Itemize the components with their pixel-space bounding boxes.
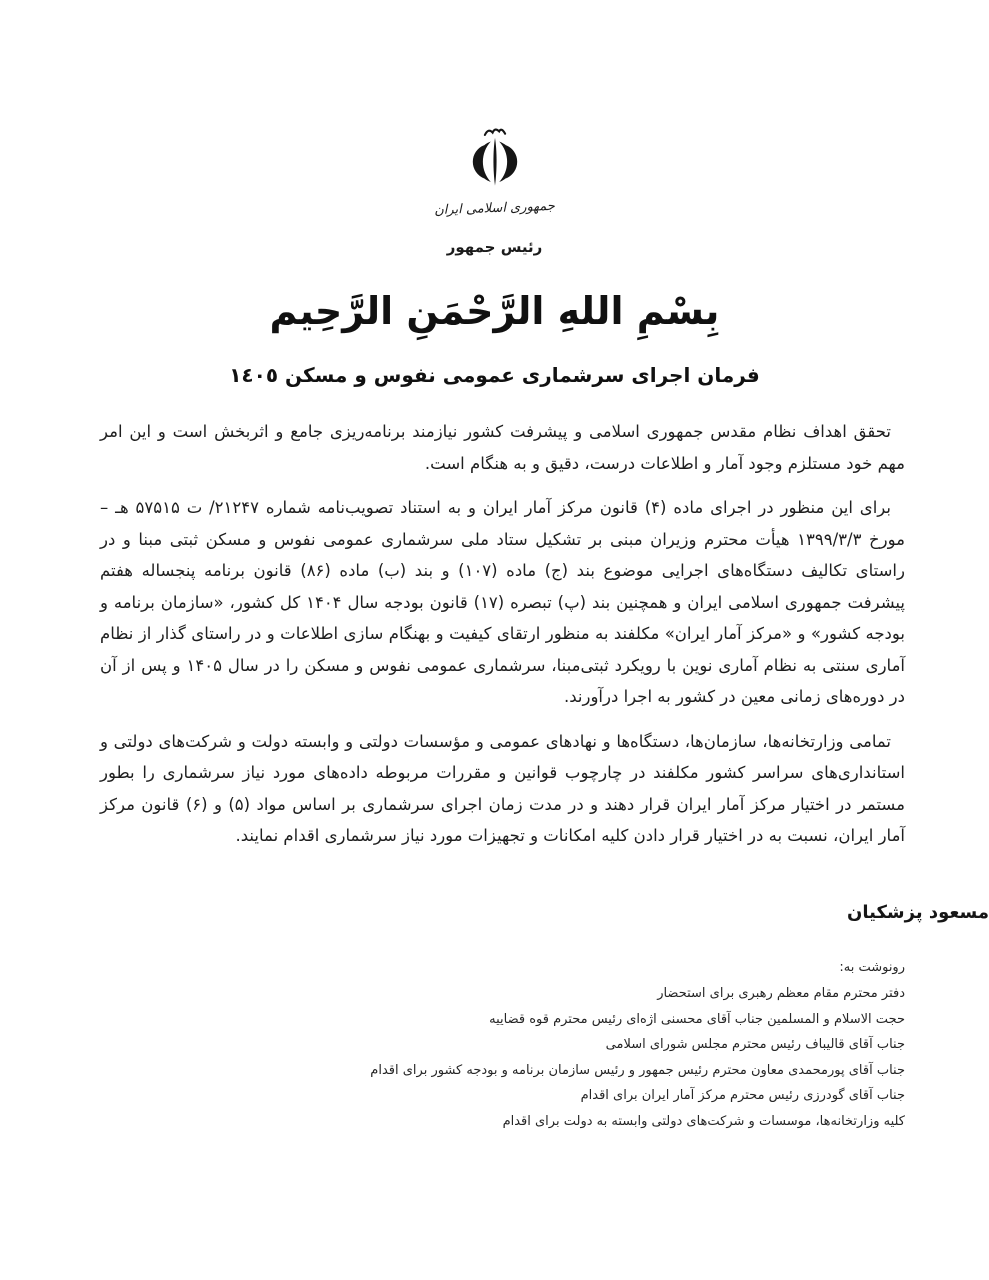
signature-name: مسعود پزشکیان	[846, 901, 989, 923]
cc-item-judiciary-head: حجت الاسلام و المسلمین جناب آقای محسنی اژه‌ای رئیس محترم قوه قضاییه	[489, 1011, 905, 1027]
letterhead	[0, 0, 989, 256]
emblem-caption: جمهوری اسلامی ایران	[433, 198, 556, 219]
cc-item-leader-office: دفتر محترم مقام معظم رهبری برای استحضار	[657, 986, 905, 1001]
iran-national-emblem-icon	[461, 126, 529, 188]
paragraph-legal-basis: برای این منظور در اجرای ماده (۴) قانون مرکز آمار ایران و به استناد تصویب‌نامه شماره ۲۱۲۴۷/ ت ۵۷۵۱۵ هـ – مورخ ۱۳۹۹/۳/۳ هیأت محترم وزیران مبنی بر تشکیل ستاد ملی سرشماری عمومی نفوس و مسکن ثبتی مبنا و در راستای تکالیف دستگاه‌های اجرایی موضوع بند (ج) ماده (۱۰۷) و بند (ب) ماده (۸۶) قانون برنامه پنجساله هفتم پیشرفت جمهوری اسلامی ایران و همچنین بند (پ) تبصره (۱۷) قانون بودجه سال ۱۴۰۴ کل کشور، «سازمان برنامه و بودجه کشور» و «مرکز آمار ایران» مکلفند به منظور ارتقای کیفیت و بهنگام سازی اطلاعات و در راستای گذار از نظام آماری سنتی به نظام آماری نوین با رویکرد ثبتی‌مبنا، سرشماری عمومی نفوس و مسکن را در سال ۱۴۰۵ و پس از آن در دوره‌های زمانی معین در کشور به اجرا درآورند.	[100, 498, 905, 706]
decree-title: فرمان اجرای سرشماری عمومی نفوس و مسکن ١٤٠٥	[229, 363, 760, 387]
cc-item-parliament-speaker: جناب آقای قالیباف رئیس محترم مجلس شورای اسلامی	[605, 1037, 905, 1052]
cc-item-planning-budget-head: جناب آقای پورمحمدی معاون محترم رئیس جمهور و رئیس سازمان برنامه و بودجه کشور برای اقدام	[370, 1062, 905, 1078]
cc-section	[0, 955, 905, 1135]
president-role-label: رئیس جمهور	[446, 238, 543, 256]
cc-item-all-ministries: کلیه وزارتخانه‌ها، موسسات و شرکت‌های دولتی وابسته به دولت برای اقدام	[502, 1113, 905, 1129]
bismillah-calligraphy: بِسْمِ اللهِ الرَّحْمَنِ الرَّحِيم	[269, 289, 720, 333]
paragraph-obligations: تمامی وزارتخانه‌ها، سازمان‌ها، دستگاه‌ها و نهادهای عمومی و مؤسسات دولتی و وابسته دولت و شرکت‌های دولتی و استانداری‌های سراسر کشور مکلفند در چارچوب قوانین و مقررات مربوطه داده‌های مورد نیاز سرشماری را بطور مستمر در اختیار مرکز آمار ایران قرار دهند و در مدت زمان اجرای سرشماری بر اساس مواد (۵) و (۶) قانون مرکز آمار ایران، نسبت به در اختیار قرار دادن کلیه امکانات و تجهیزات مورد نیاز سرشماری اقدام نمایند.	[100, 731, 905, 845]
cc-item-statistics-center-head: جناب آقای گودرزی رئیس محترم مرکز آمار ایران برای اقدام	[580, 1088, 905, 1103]
signature-block	[178, 902, 989, 923]
decree-body	[100, 416, 905, 852]
cc-label: رونوشت به:	[839, 959, 905, 975]
paragraph-intro: تحقق اهداف نظام مقدس جمهوری اسلامی و پیشرفت کشور نیازمند برنامه‌ریزی جامع و اثربخش است و این امر مهم خود مستلزم وجود آمار و اطلاعات درست، دقیق و به هنگام است.	[100, 422, 905, 473]
